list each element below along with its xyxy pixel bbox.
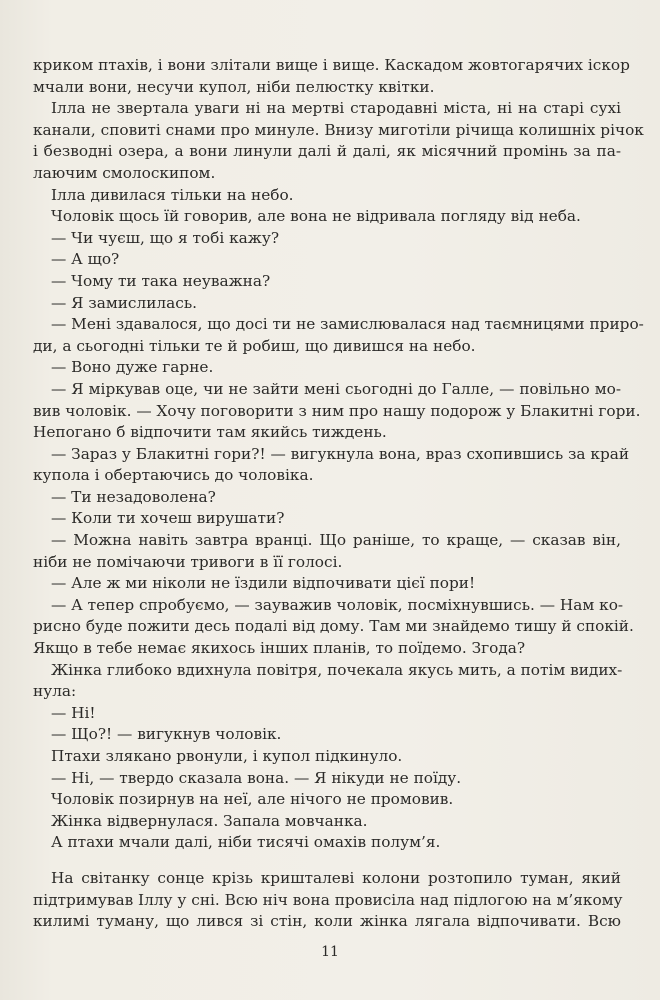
text-line: — А що?	[51, 250, 120, 269]
text-line: — Ні!	[51, 703, 96, 722]
text-line: криком птахів, і вони злітали вище і вище. Каскадом жовтогарячих іскор	[33, 56, 630, 74]
page-number: 11	[321, 944, 339, 960]
text-line: — Ні, — твердо сказала вона. — Я нікуди не поїду.	[51, 768, 462, 787]
text-line: — Можна навіть завтра вранці. Що раніше, то краще, — сказав він,	[51, 531, 621, 550]
text-line: лаючим смолоскипом.	[33, 163, 216, 182]
text-line: — Що?! — вигукнув чоловік.	[51, 725, 282, 744]
text-line: і безводні озера, а вони линули далі й далі, як місячний промінь за па-	[33, 142, 621, 161]
text-line: канали, сповиті снами про минуле. Внизу миготіли річища колишніх річок	[33, 120, 644, 139]
text-line: мчали вони, несучи купол, ніби пелюстку квітки.	[33, 77, 435, 96]
text-line: купола і обертаючись до чоловіка.	[33, 466, 314, 485]
section-break	[33, 854, 621, 868]
text-line: — Чи чуєш, що я тобі кажу?	[51, 228, 280, 247]
text-line: — Воно дуже гарне.	[51, 358, 214, 377]
text-line: Ілла не звертала уваги ні на мертві стародавні міста, ні на старі сухі	[51, 99, 621, 118]
text-line: На світанку сонце крізь кришталеві колони розтопило туман, який	[51, 868, 621, 887]
text-line: Чоловік щось їй говорив, але вона не відривала погляду від неба.	[51, 207, 581, 226]
text-line: — Ти незадоволена?	[51, 487, 216, 506]
text-line: підтримував Іллу у сні. Всю ніч вона провисіла над підлогою на м’якому	[33, 890, 623, 909]
text-line: Непогано б відпочити там якийсь тиждень.	[33, 423, 387, 442]
text-line: Жінка глибоко вдихнула повітря, почекала якусь мить, а потім видих-	[51, 660, 623, 679]
text-line: — Я міркував оце, чи не зайти мені сьогодні до Галле, — повільно мо-	[51, 379, 621, 398]
page-text	[33, 55, 644, 933]
text-line: килимі туману, що лився зі стін, коли жінка лягала відпочивати. Всю	[33, 912, 621, 931]
text-line: — А тепер спробуємо, — зауважив чоловік, посміхнувшись. — Нам ко-	[51, 595, 624, 614]
text-line: — Мені здавалося, що досі ти не замислювалася над таємницями приро-	[51, 315, 644, 334]
text-line: — Зараз у Блакитні гори?! — вигукнула вона, враз схопившись за край	[51, 444, 630, 463]
text-line: Якщо в тебе немає якихось інших планів, то поїдемо. Згода?	[33, 639, 526, 658]
text-line: ди, а сьогодні тільки те й робиш, що дивишся на небо.	[33, 336, 476, 355]
text-line: — Коли ти хочеш вирушати?	[51, 509, 285, 528]
text-line: А птахи мчали далі, ніби тисячі омахів полум’я.	[51, 833, 441, 852]
text-line: ніби не помічаючи тривоги в її голосі.	[33, 552, 343, 571]
text-line: — Чому ти така неуважна?	[51, 271, 271, 290]
text-line: Птахи злякано рвонули, і купол підкинуло.	[51, 747, 403, 765]
text-line: — Але ж ми ніколи не їздили відпочивати цієї пори!	[51, 574, 476, 593]
text-line: вив чоловік. — Хочу поговорити з ним про нашу подорож у Блакитні гори.	[33, 401, 641, 420]
text-line: рисно буде пожити десь подалі від дому. Там ми знайдемо тишу й спокій.	[33, 617, 634, 636]
text-line: Чоловік позирнув на неї, але нічого не промовив.	[51, 790, 454, 809]
text-line: Жінка відвернулася. Запала мовчанка.	[51, 811, 368, 830]
text-line: нула:	[33, 682, 77, 701]
text-line: — Я замислилась.	[51, 293, 198, 312]
text-line: Ілла дивилася тільки на небо.	[51, 185, 294, 204]
